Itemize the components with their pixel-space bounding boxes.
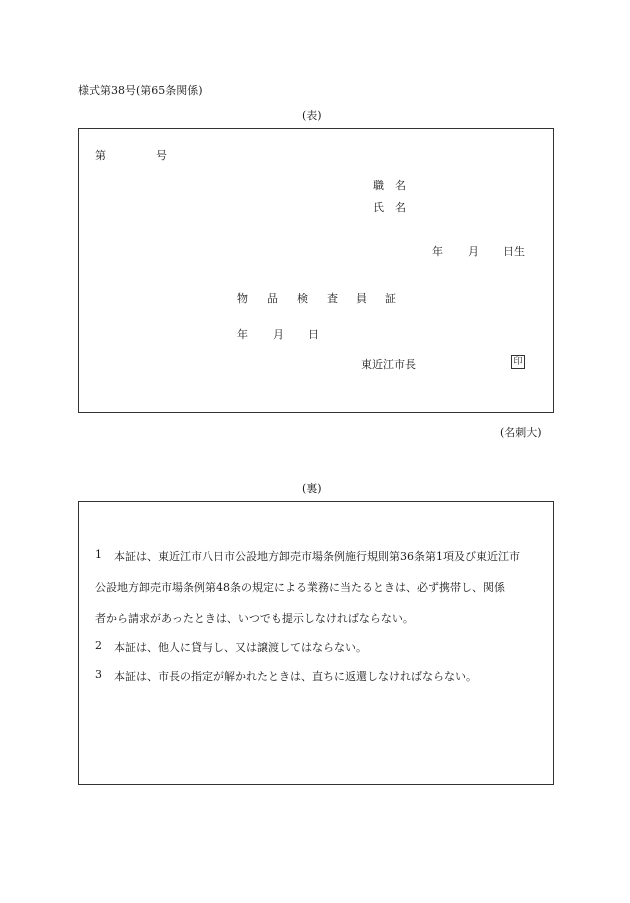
certificate-title-char: 物 [237, 292, 248, 305]
front-heading: (表) [302, 109, 322, 122]
item-text-line: 本証は、東近江市八日市公設地方卸売市場条例施行規則第36条第1項及び東近江市 [114, 550, 520, 563]
issue-year-label: 年 [237, 328, 248, 341]
item-number: 1 [95, 548, 102, 561]
birth-month-label: 月 [468, 245, 479, 258]
name-label: 氏 名 [373, 201, 406, 214]
certificate-title-char: 証 [385, 292, 396, 305]
certificate-number-suffix: 号 [156, 149, 167, 162]
issue-month-label: 月 [273, 328, 284, 341]
job-title-label: 職 名 [373, 179, 406, 192]
form-title: 様式第38号(第65条関係) [78, 84, 203, 97]
size-note: (名刺大) [500, 426, 542, 439]
birth-year-label: 年 [432, 245, 443, 258]
item-number: 2 [95, 639, 102, 652]
certificate-title-char: 検 [297, 292, 308, 305]
front-card [78, 128, 554, 413]
certificate-title-char: 員 [356, 292, 367, 305]
issuer-name: 東近江市長 [361, 358, 416, 371]
back-heading: (裏) [302, 482, 322, 495]
item-text-line: 者から請求があったときは、いつでも提示しなければならない。 [95, 612, 414, 625]
item-number: 3 [95, 668, 102, 681]
birth-day-label: 日生 [503, 245, 525, 258]
issue-day-label: 日 [308, 328, 319, 341]
certificate-number-prefix: 第 [95, 149, 106, 162]
item-text-line: 本証は、市長の指定が解かれたときは、直ちに返還しなければならない。 [114, 670, 477, 683]
item-text-line: 本証は、他人に貸与し、又は譲渡してはならない。 [114, 641, 367, 654]
certificate-title-char: 品 [267, 292, 278, 305]
certificate-title-char: 査 [327, 292, 338, 305]
seal-mark: 印 [511, 355, 525, 369]
item-text-line: 公設地方卸売市場条例第48条の規定による業務に当たるときは、必ず携帯し、関係 [95, 581, 505, 594]
